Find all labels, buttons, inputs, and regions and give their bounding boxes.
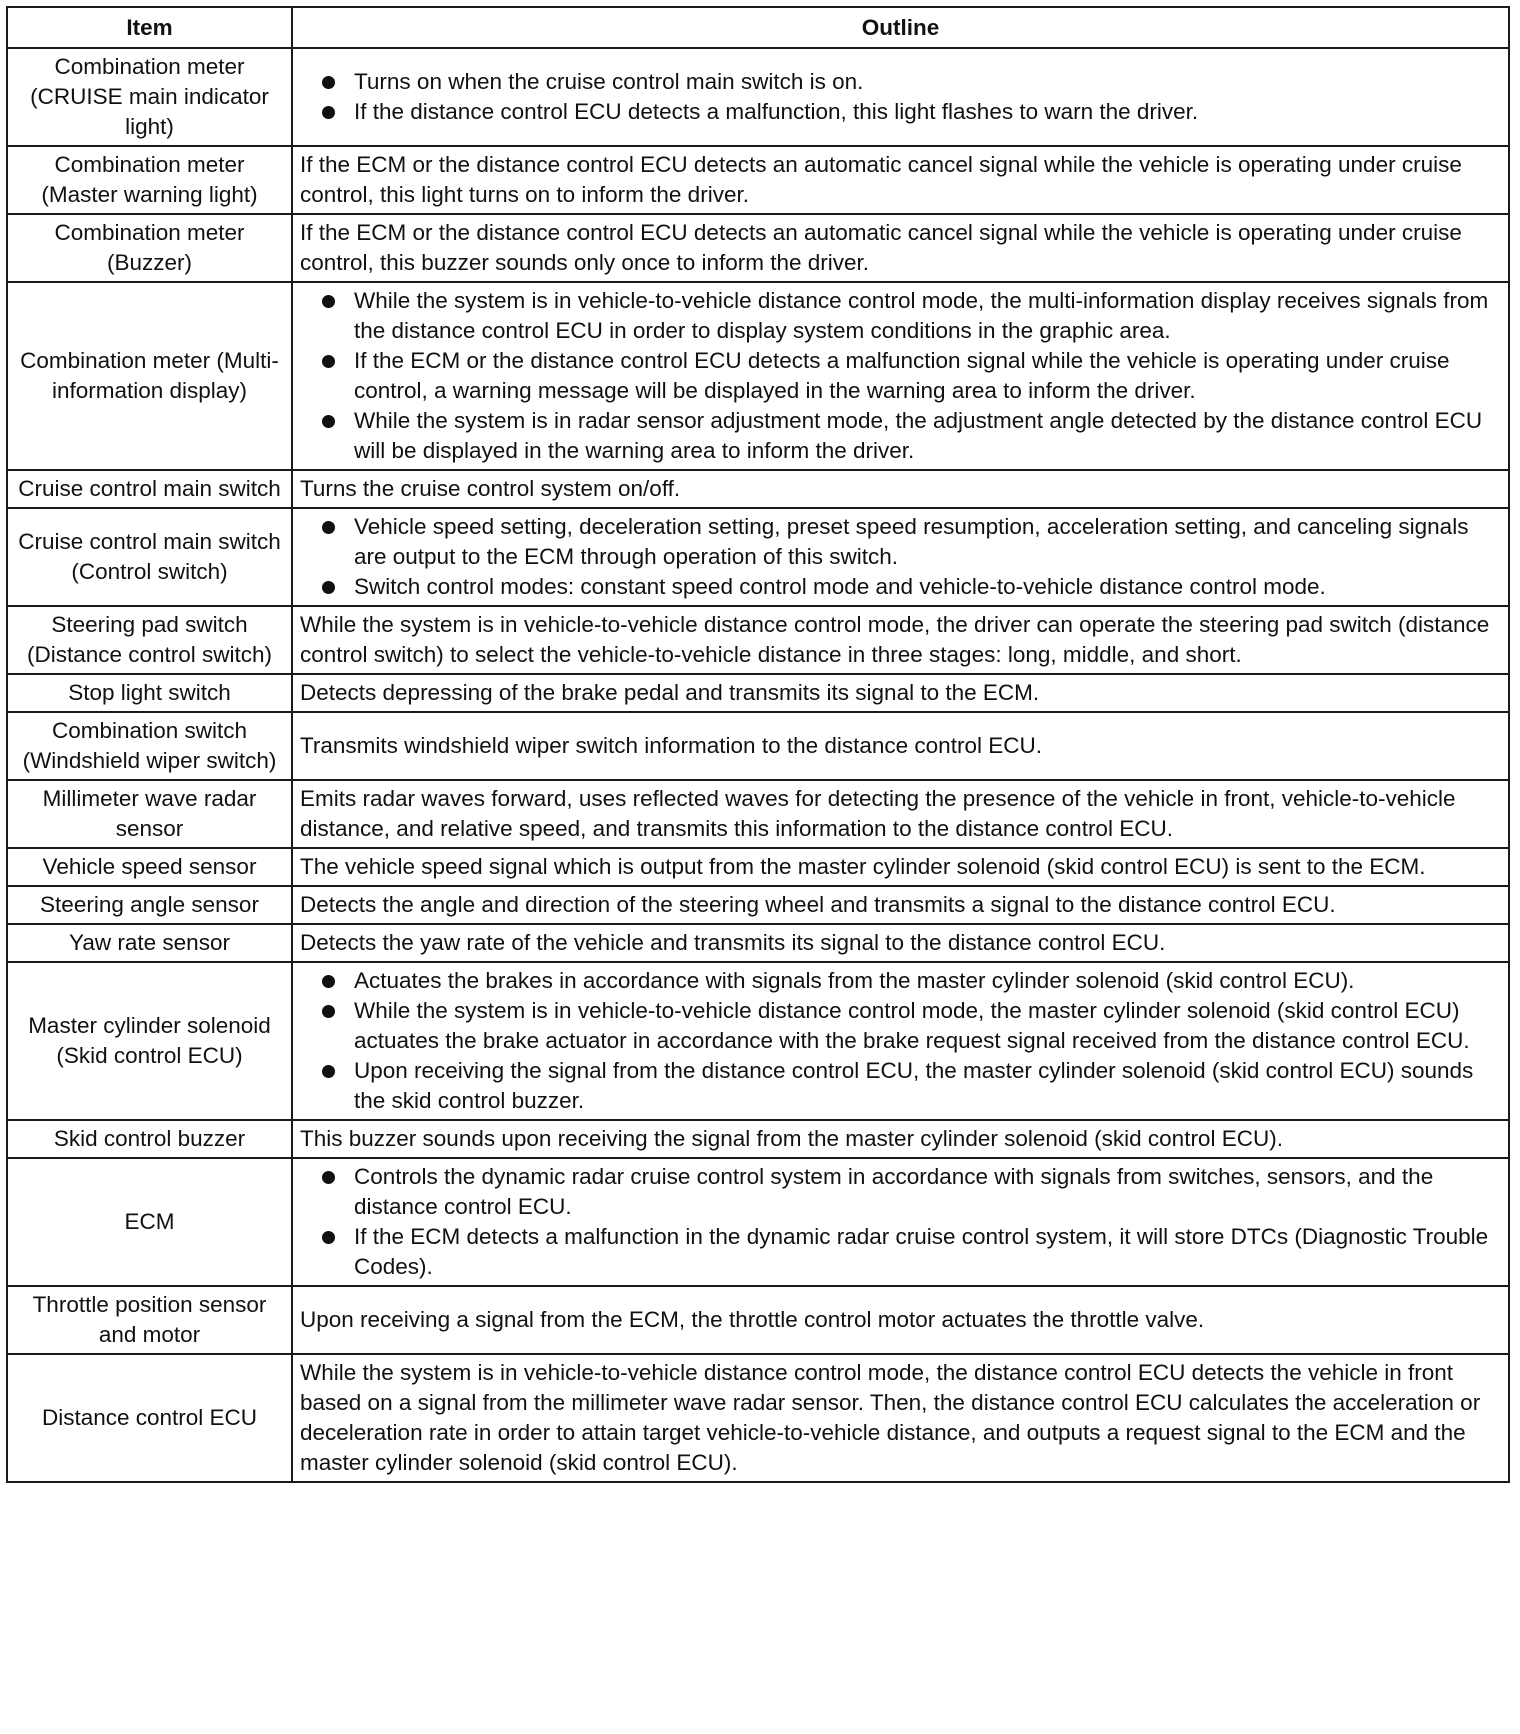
table-row: [7, 606, 1509, 674]
table-row: [7, 214, 1509, 282]
bullet-list: [300, 1162, 1502, 1282]
bullet-item: While the system is in radar sensor adjustment mode, the adjustment angle detected by the distance control ECU will be displayed in the warning area to inform the driver.: [300, 406, 1502, 466]
outline-cell: If the ECM or the distance control ECU detects an automatic cancel signal while the vehicle is operating under cruise control, this buzzer sounds only once to inform the driver.: [292, 214, 1509, 282]
bullet-list: [300, 512, 1502, 602]
item-cell: Vehicle speed sensor: [7, 848, 292, 886]
outline-cell: Detects the yaw rate of the vehicle and transmits its signal to the distance control ECU.: [292, 924, 1509, 962]
outline-cell: [292, 508, 1509, 606]
table-row: [7, 470, 1509, 508]
outline-cell: Detects depressing of the brake pedal and transmits its signal to the ECM.: [292, 674, 1509, 712]
item-cell: Combination switch (Windshield wiper switch): [7, 712, 292, 780]
bullet-item: While the system is in vehicle-to-vehicle distance control mode, the multi-information display receives signals from the distance control ECU in order to display system conditions in the graphic area.: [300, 286, 1502, 346]
table-row: [7, 848, 1509, 886]
item-cell: Combination meter (Master warning light): [7, 146, 292, 214]
bullet-list: [300, 67, 1502, 127]
item-column-header: Item: [7, 7, 292, 48]
item-cell: Combination meter (Buzzer): [7, 214, 292, 282]
bullet-item: Turns on when the cruise control main switch is on.: [300, 67, 1502, 97]
bullet-item: Switch control modes: constant speed control mode and vehicle-to-vehicle distance control mode.: [300, 572, 1502, 602]
table-row: [7, 1354, 1509, 1482]
outline-cell: While the system is in vehicle-to-vehicle distance control mode, the distance control ECU detects the vehicle in front based on a signal from the millimeter wave radar sensor. Then, the distance control ECU calculates the acceleration or deceleration rate in order to attain target vehicle-to-vehicle distance, and outputs a request signal to the ECM and the master cylinder solenoid (skid control ECU).: [292, 1354, 1509, 1482]
outline-cell: Turns the cruise control system on/off.: [292, 470, 1509, 508]
outline-cell: While the system is in vehicle-to-vehicle distance control mode, the driver can operate the steering pad switch (distance control switch) to select the vehicle-to-vehicle distance in three stages: long, middle, and short.: [292, 606, 1509, 674]
item-cell: Millimeter wave radar sensor: [7, 780, 292, 848]
table-row: [7, 48, 1509, 146]
table-row: [7, 674, 1509, 712]
table-row: [7, 924, 1509, 962]
outline-cell: Detects the angle and direction of the steering wheel and transmits a signal to the distance control ECU.: [292, 886, 1509, 924]
item-cell: Master cylinder solenoid (Skid control ECU): [7, 962, 292, 1120]
bullet-item: If the ECM or the distance control ECU detects a malfunction signal while the vehicle is operating under cruise control, a warning message will be displayed in the warning area to inform the driver.: [300, 346, 1502, 406]
bullet-item: Actuates the brakes in accordance with signals from the master cylinder solenoid (skid control ECU).: [300, 966, 1502, 996]
table-row: [7, 962, 1509, 1120]
table-row: [7, 508, 1509, 606]
item-cell: Combination meter (CRUISE main indicator light): [7, 48, 292, 146]
bullet-item: Vehicle speed setting, deceleration setting, preset speed resumption, acceleration setting, and canceling signals are output to the ECM through operation of this switch.: [300, 512, 1502, 572]
item-cell: Steering pad switch (Distance control switch): [7, 606, 292, 674]
table-body: [7, 48, 1509, 1482]
bullet-item: While the system is in vehicle-to-vehicle distance control mode, the master cylinder solenoid (skid control ECU) actuates the brake actuator in accordance with the brake request signal received from the distance control ECU.: [300, 996, 1502, 1056]
item-cell: Throttle position sensor and motor: [7, 1286, 292, 1354]
outline-cell: Upon receiving a signal from the ECM, the throttle control motor actuates the throttle valve.: [292, 1286, 1509, 1354]
item-cell: Cruise control main switch: [7, 470, 292, 508]
bullet-list: [300, 286, 1502, 466]
item-cell: Cruise control main switch (Control switch): [7, 508, 292, 606]
outline-cell: This buzzer sounds upon receiving the signal from the master cylinder solenoid (skid control ECU).: [292, 1120, 1509, 1158]
bullet-item: If the distance control ECU detects a malfunction, this light flashes to warn the driver.: [300, 97, 1502, 127]
header-row: [7, 7, 1509, 48]
outline-table: [6, 6, 1510, 1483]
bullet-item: Upon receiving the signal from the distance control ECU, the master cylinder solenoid (skid control ECU) sounds the skid control buzzer.: [300, 1056, 1502, 1116]
table-row: [7, 1158, 1509, 1286]
item-cell: Distance control ECU: [7, 1354, 292, 1482]
table-row: [7, 282, 1509, 470]
table-row: [7, 146, 1509, 214]
outline-cell: [292, 48, 1509, 146]
table-row: [7, 1286, 1509, 1354]
item-cell: ECM: [7, 1158, 292, 1286]
table-row: [7, 780, 1509, 848]
bullet-item: If the ECM detects a malfunction in the dynamic radar cruise control system, it will store DTCs (Diagnostic Trouble Codes).: [300, 1222, 1502, 1282]
table-row: [7, 886, 1509, 924]
outline-cell: Transmits windshield wiper switch information to the distance control ECU.: [292, 712, 1509, 780]
outline-cell: The vehicle speed signal which is output from the master cylinder solenoid (skid control ECU) is sent to the ECM.: [292, 848, 1509, 886]
outline-column-header: Outline: [292, 7, 1509, 48]
table-row: [7, 712, 1509, 780]
outline-cell: Emits radar waves forward, uses reflected waves for detecting the presence of the vehicle in front, vehicle-to-vehicle distance, and relative speed, and transmits this information to the distance control ECU.: [292, 780, 1509, 848]
table-row: [7, 1120, 1509, 1158]
item-cell: Combination meter (Multi-information display): [7, 282, 292, 470]
outline-cell: [292, 962, 1509, 1120]
bullet-list: [300, 966, 1502, 1116]
outline-cell: If the ECM or the distance control ECU detects an automatic cancel signal while the vehicle is operating under cruise control, this light turns on to inform the driver.: [292, 146, 1509, 214]
item-cell: Steering angle sensor: [7, 886, 292, 924]
item-cell: Stop light switch: [7, 674, 292, 712]
item-cell: Skid control buzzer: [7, 1120, 292, 1158]
bullet-item: Controls the dynamic radar cruise control system in accordance with signals from switches, sensors, and the distance control ECU.: [300, 1162, 1502, 1222]
outline-cell: [292, 1158, 1509, 1286]
item-cell: Yaw rate sensor: [7, 924, 292, 962]
outline-cell: [292, 282, 1509, 470]
